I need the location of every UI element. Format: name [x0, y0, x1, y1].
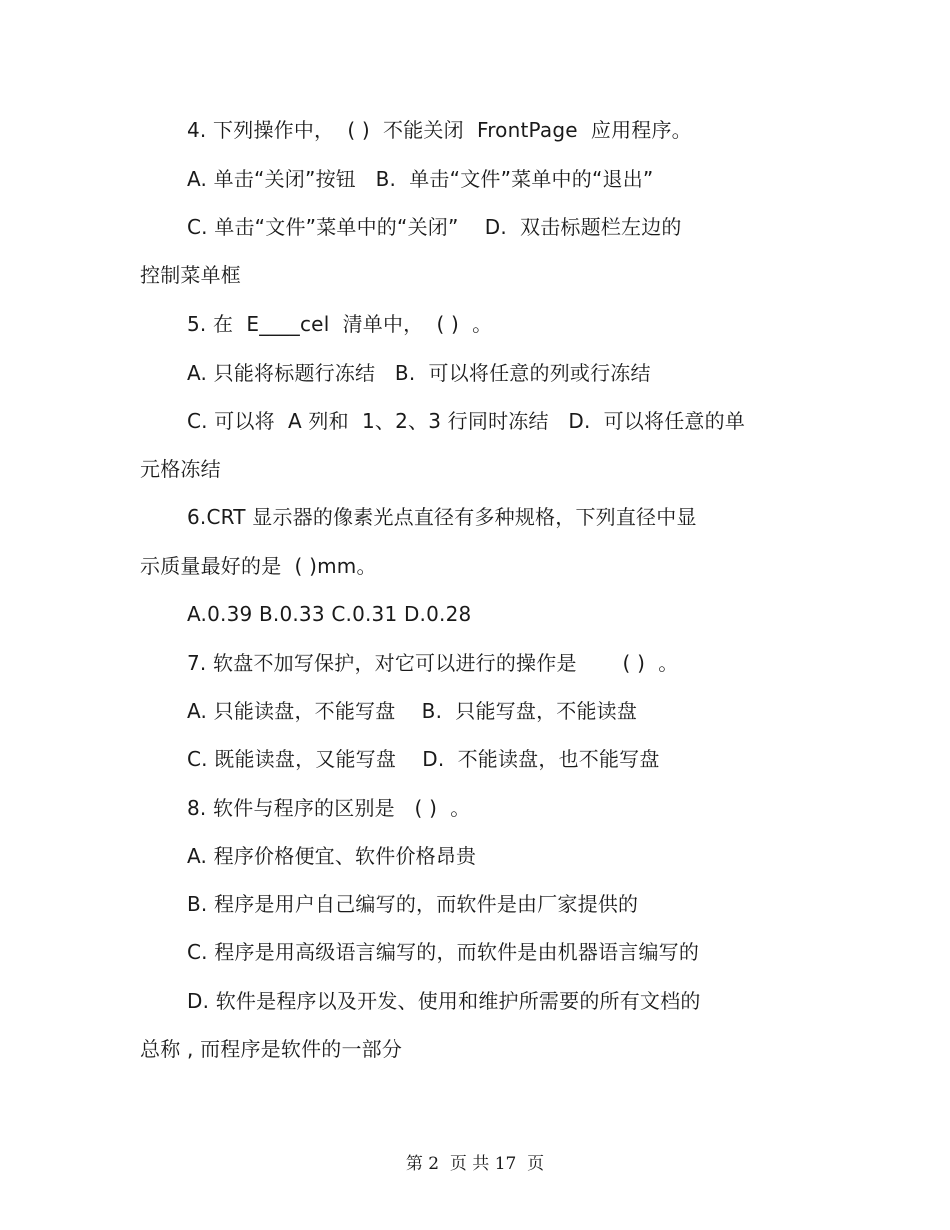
question-8-option-c: C. 程序是用高级语言编写的，而软件是由机器语言编写的: [187, 940, 700, 964]
question-5-options-cd: C. 可以将 A 列和 1、2、3 行同时冻结 D. 可以将任意的单: [187, 409, 746, 433]
question-6-text: 6.CRT 显示器的像素光点直径有多种规格，下列直径中显: [187, 505, 697, 529]
question-7-text: 7. 软盘不加写保护，对它可以进行的操作是 ( ) 。: [187, 651, 679, 675]
question-4-text: 4. 下列操作中， ( ) 不能关闭 FrontPage 应用程序。: [187, 118, 692, 142]
question-4-options-cd-continued: 控制菜单框: [140, 263, 241, 287]
question-8-text: 8. 软件与程序的区别是 ( ) 。: [187, 796, 471, 820]
question-5-text: 5. 在 E____cel 清单中， ( ) 。: [187, 312, 493, 336]
question-5-options-cd-continued: 元格冻结: [140, 457, 221, 481]
page-number-footer: 第 2 页 共 17 页: [405, 1154, 545, 1174]
question-4-options-ab: A. 单击“关闭”按钮 B. 单击“文件”菜单中的“退出”: [187, 167, 654, 191]
question-7-options-cd: C. 既能读盘，又能写盘 D. 不能读盘，也不能写盘: [187, 747, 660, 771]
question-6-options: A.0.39 B.0.33 C.0.31 D.0.28: [187, 602, 472, 626]
question-8-option-b: B. 程序是用户自己编写的，而软件是由厂家提供的: [187, 892, 639, 916]
question-8-option-d-continued: 总称 , 而程序是软件的一部分: [140, 1037, 403, 1061]
question-4-options-cd: C. 单击“文件”菜单中的“关闭” D. 双击标题栏左边的: [187, 215, 682, 239]
question-7-options-ab: A. 只能读盘，不能写盘 B. 只能写盘，不能读盘: [187, 699, 638, 723]
question-8-option-a: A. 程序价格便宜、软件价格昂贵: [187, 844, 477, 868]
question-8-option-d: D. 软件是程序以及开发、使用和维护所需要的所有文档的: [187, 989, 701, 1013]
question-6-text-continued: 示质量最好的是 ( )mm。: [140, 554, 377, 578]
question-5-options-ab: A. 只能将标题行冻结 B. 可以将任意的列或行冻结: [187, 361, 651, 385]
